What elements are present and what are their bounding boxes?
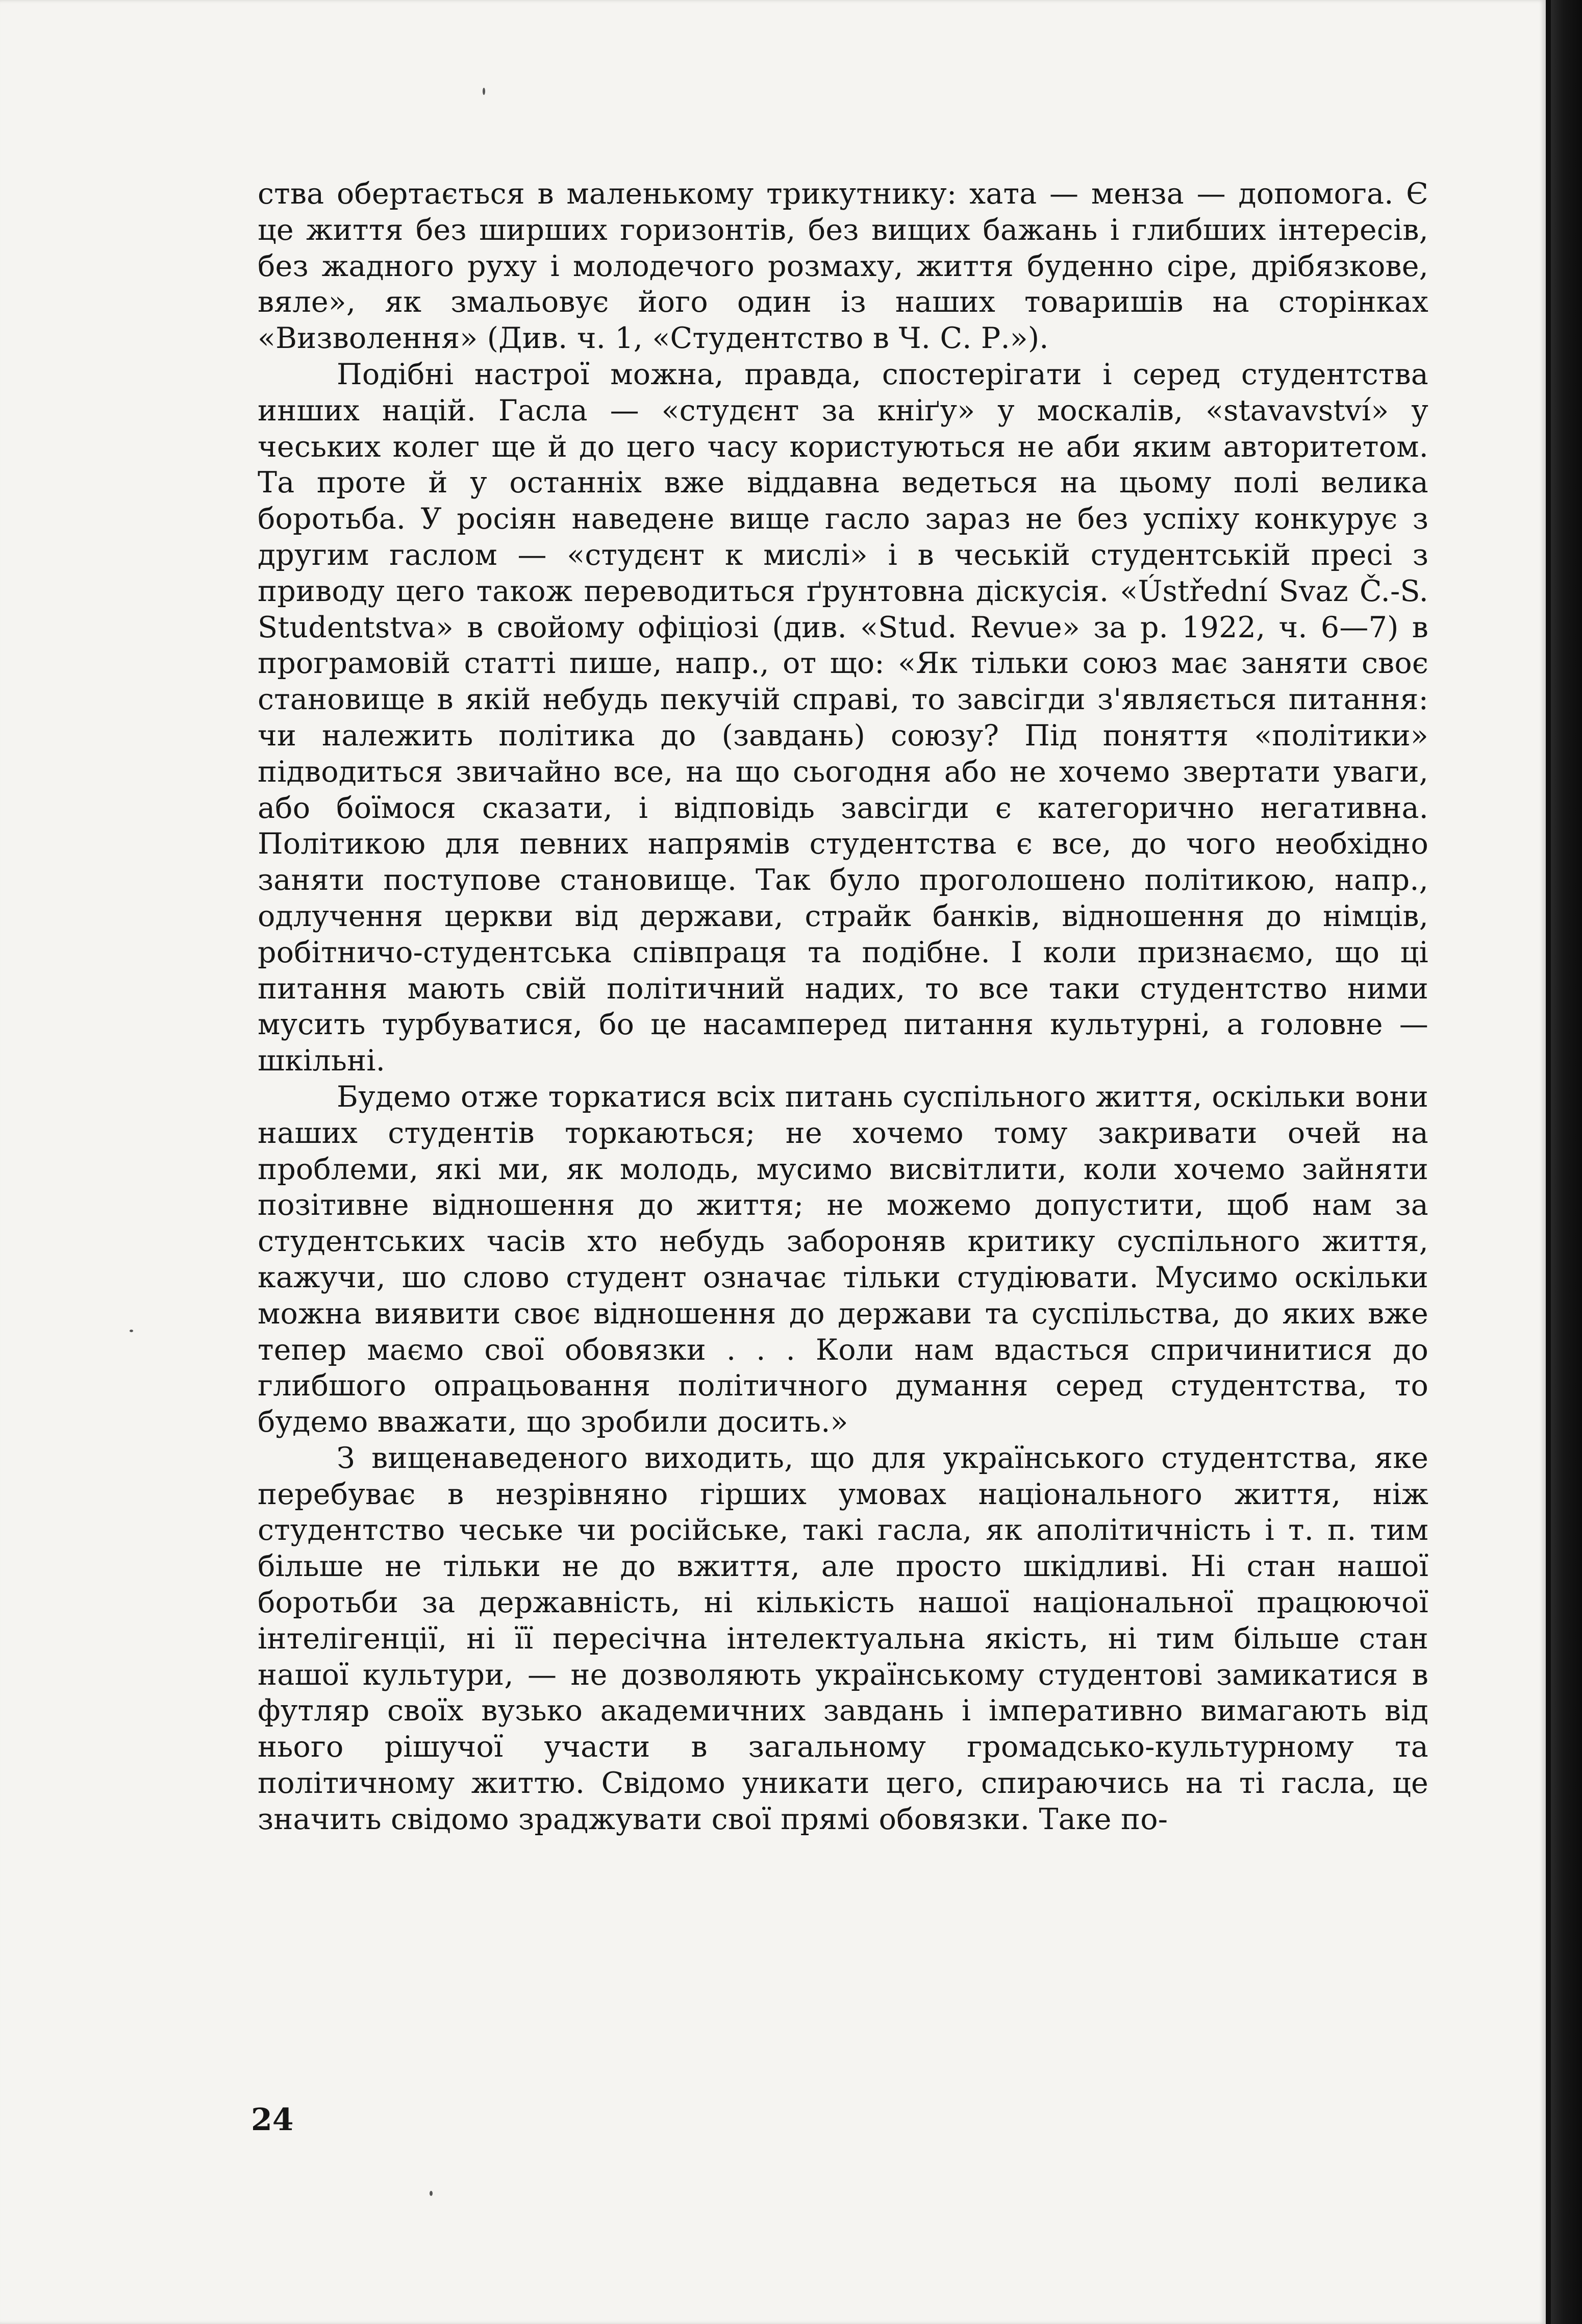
scan-speck [483,88,485,95]
paragraph-4: З вищенаведеного виходить, що для українського студентства, яке перебуває в незрівняно гірших умовах національного життя, ніж студентство чеське чи російське, такі гасла, як аполітичність і т. п. тим більше не тільки не до вжиття, але просто шкідливі. Ні стан нашої боротьби за державність, ні кількість нашої національної працюючої інтелігенції, ні її пересічна інтелектуальна якість, ні тим більше стан нашої культури, — не дозволяють українському студентові замикатися в футляр своїх вузько академичних завдань і імперативно вимагають від нього рішучої участи в загальному громадсько-культурному та політичному життю. Свідомо уникати цего, спираючись на ті гасла, це значить свідомо зраджувати свої прямі обовязки. Таке по- [258,1441,1428,1836]
page-number: 24 [251,2102,294,2138]
scan-speck [430,2191,433,2196]
paragraph-3: Будемо отже торкатися всіх питань суспільного життя, оскільки вони наших студентів торкаються; не хочемо тому закривати очей на проблеми, які ми, як молодь, мусимо висвітлити, коли хочемо зайняти позітивне відношення до життя; не можемо допустити, щоб нам за студентських часів хто небудь забороняв критику суспільного життя, кажучи, шо слово студент означає тільки студіювати. Мусимо оскільки можна виявити своє відношення до держави та суспільства, до яких вже тепер маємо свої обовязки . . . Коли нам вдасться спричинитися до глибшого опрацьовання політичного думання серед студентства, то будемо вважати, що зробили досить.» [258,1080,1428,1439]
body-text [258,176,1428,1838]
scan-speck [130,1330,133,1332]
book-edge [1551,0,1582,2324]
paragraph-1: ства обертається в маленькому трикутнику: хата — менза — допомога. Є це життя без ширших горизонтів, без вищих бажань і глибших інтересів, без жадного руху і молодечого розмаху, життя буденно сіре, дрібязкове, вяле», як змальовує його один із наших товаришів на сторінках «Визволення» (Див. ч. 1, «Студентство в Ч. С. Р.»). [258,177,1428,356]
paragraph-2: Подібні настрої можна, правда, спостерігати і серед студентства инших націй. Гасла — «студєнт за кніґу» у москалів, «stavavství» у чеських колег ще й до цего часу користуються не аби яким авторитетом. Та проте й у останніх вже віддавна ведеться на цьому полі велика боротьба. У росіян наведене вище гасло зараз не без успіху конкурує з другим гаслом — «студєнт к мислі» і в чеській студентській пресі з приводу цего також переводиться ґрунтовна діскусія. «Ústřední Svaz Č.-S. Studentstva» в свойому офіціозі (див. «Stud. Revue» за р. 1922, ч. 6—7) в програмовій статті пише, напр., от що: «Як тільки союз має заняти своє становище в якій небудь пекучій справі, то завсігди з'являється питання: чи належить політика до (завдань) союзу? Під поняття «політики» підводиться звичайно все, на що сьогодня або не хочемо звертати уваги, або боїмося сказати, і відповідь завсігди є категорично негативна. Політикою для певних напрямів студентства є все, до чого необхідно заняти поступове становище. Так було проголошено політикою, напр., одлучення церкви від держави, страйк банків, відношення до німців, робітничо-студентська співпраця та подібне. І коли признаємо, що ці питання мають свій політичний надих, то все таки студентство ними мусить турбуватися, бо це насамперед питання культурні, а головне — шкільні. [258,357,1428,1078]
